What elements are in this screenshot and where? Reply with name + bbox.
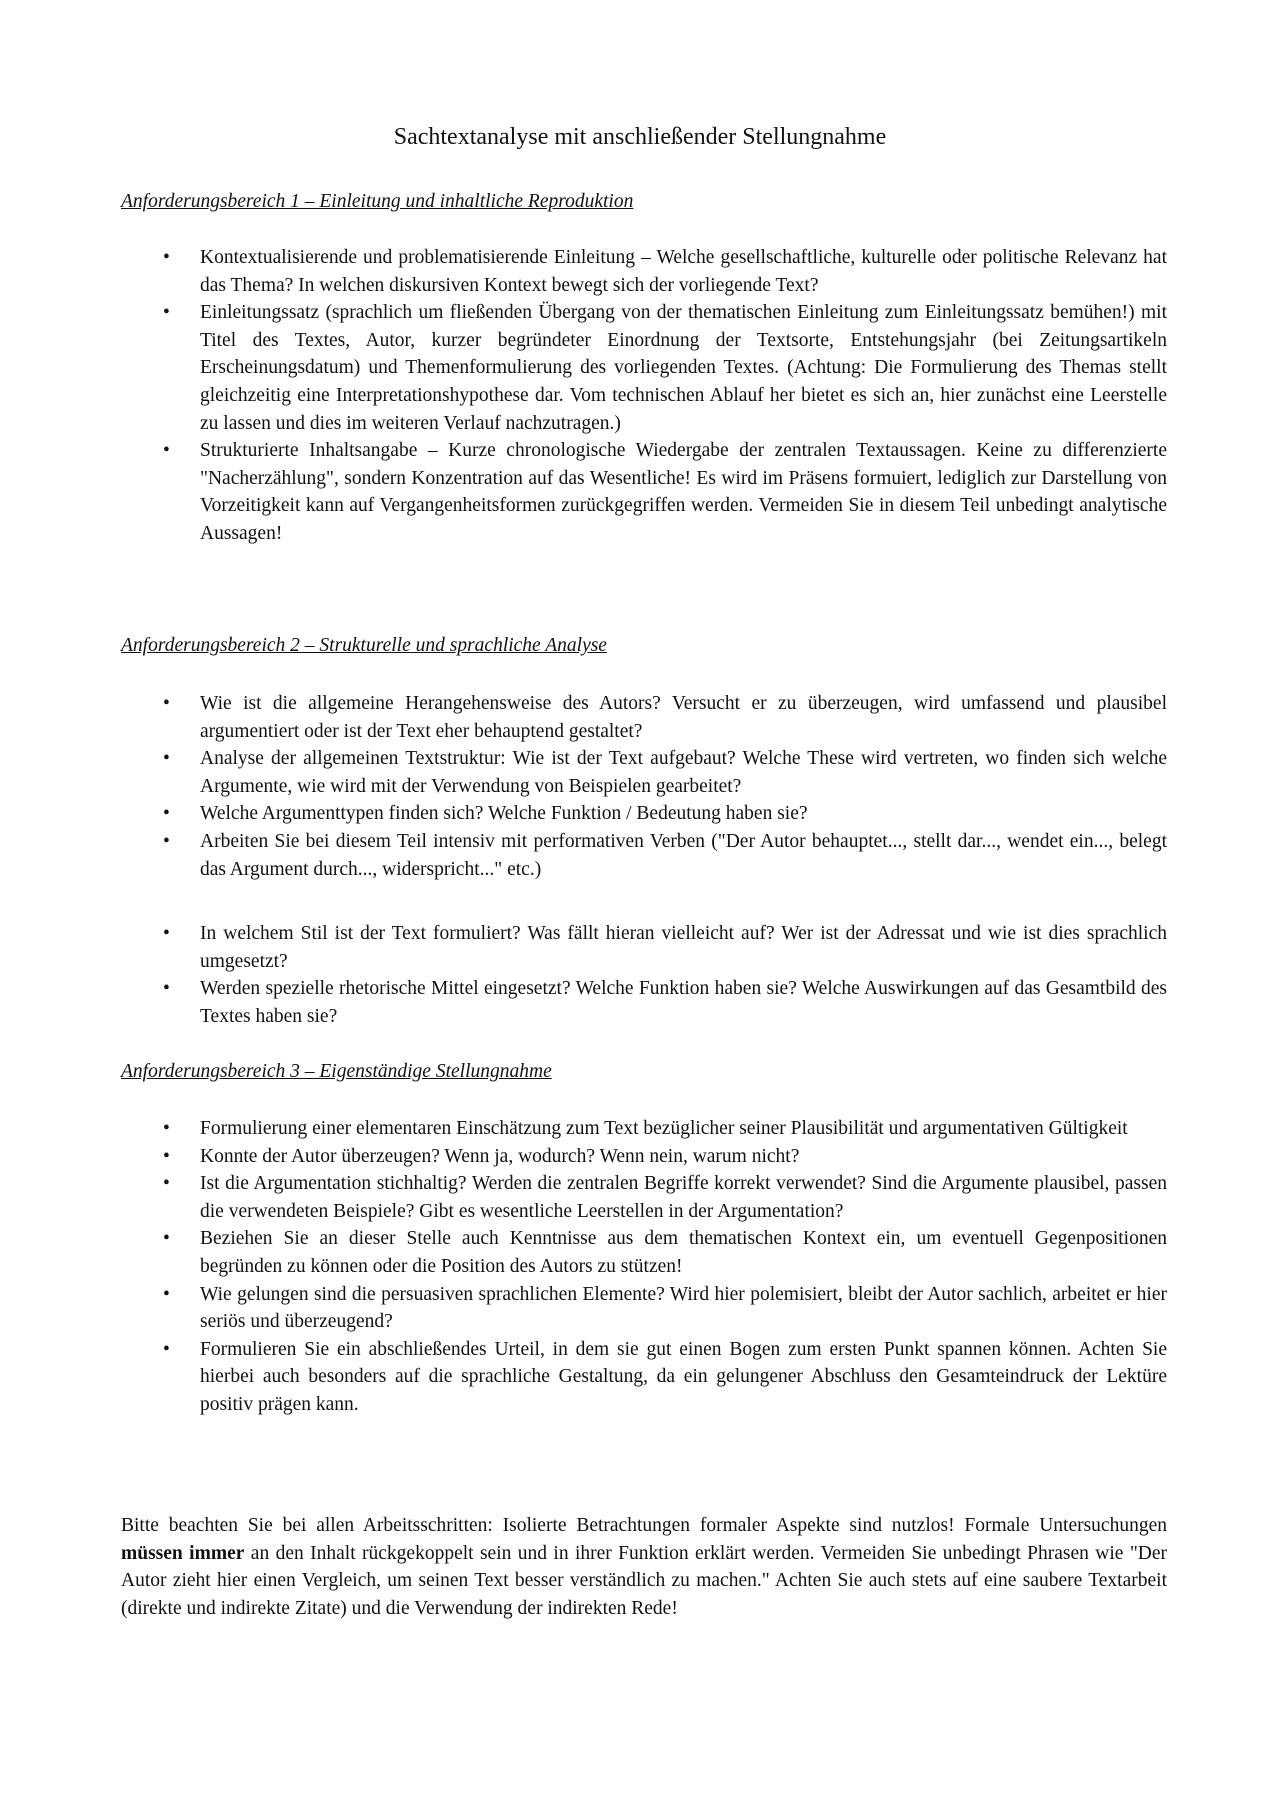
- section-1-list: [121, 244, 1167, 548]
- list-item: • In welchem Stil ist der Text formuliert? Was fällt hieran vielleicht auf? Wer ist der Adressat und wie ist dies sprachlich umgesetzt?: [121, 920, 1167, 975]
- list-item: • Wie gelungen sind die persuasiven sprachlichen Elemente? Wird hier polemisiert, bleibt der Autor sachlich, arbeitet er hier seriös und überzeugend?: [121, 1281, 1167, 1336]
- list-item: • Wie ist die allgemeine Herangehensweise des Autors? Versucht er zu überzeugen, wird umfassend und plausibel argumentiert oder ist der Text eher behauptend gestaltet?: [121, 690, 1167, 745]
- list-item: • Formulieren Sie ein abschließendes Urteil, in dem sie gut einen Bogen zum ersten Punkt spannen können. Achten Sie hierbei auch besonders auf die sprachliche Gestaltung, da ein gelungener Abschluss den Gesamteindruck der Lektüre positiv prägen kann.: [121, 1336, 1167, 1419]
- closing-paragraph: [121, 1512, 1167, 1622]
- section-2-list: [121, 690, 1167, 883]
- list-item: • Ist die Argumentation stichhaltig? Werden die zentralen Begriffe korrekt verwendet? Sind die Argumente plausibel, passen die verwendeten Beispiele? Gibt es wesentliche Leerstellen in der Argumentation?: [121, 1170, 1167, 1225]
- section-2-list-b: [121, 920, 1167, 1030]
- document-title: Sachtextanalyse mit anschließender Stellungnahme: [393, 124, 887, 150]
- closing-emphasis: müssen immer: [121, 1542, 245, 1564]
- closing-text-2: an den Inhalt rückgekoppelt sein und in ihrer Funktion erklärt werden. Vermeiden Sie unbedingt Phrasen wie "Der Autor zieht hier einen Vergleich, um seinen Text besser verständlich zu machen." Achten Sie auch stets auf eine saubere Textarbeit (direkte und indirekte Zitate) und die Verwendung der indirekten Rede!: [121, 1542, 1168, 1619]
- list-item: • Einleitungssatz (sprachlich um fließenden Übergang von der thematischen Einleitung zum Einleitungssatz bemühen!) mit Titel des Textes, Autor, kurzer begründeter Einordnung der Textsorte, Entstehungsjahr (bei Zeitungsartikeln Erscheinungsdatum) und Themenformulierung des vorliegenden Textes. (Achtung: Die Formulierung des Themas stellt gleichzeitig eine Interpretationshypothese dar. Vom technischen Ablauf her bietet es sich an, hier zunächst eine Leerstelle zu lassen und dies im weiteren Verlauf nachzutragen.): [121, 299, 1167, 437]
- list-item: • Arbeiten Sie bei diesem Teil intensiv mit performativen Verben ("Der Autor behauptet..., stellt dar..., wendet ein..., belegt das Argument durch..., widerspricht..." etc.): [121, 828, 1167, 883]
- list-item: • Werden spezielle rhetorische Mittel eingesetzt? Welche Funktion haben sie? Welche Auswirkungen auf das Gesamtbild des Textes haben sie?: [121, 975, 1167, 1030]
- list-item: • Beziehen Sie an dieser Stelle auch Kenntnisse aus dem thematischen Kontext ein, um eventuell Gegenpositionen begründen zu können oder die Position des Autors zu stützen!: [121, 1225, 1167, 1280]
- section-1-heading: Anforderungsbereich 1 – Einleitung und inhaltliche Reproduktion: [121, 191, 634, 212]
- list-item: • Konnte der Autor überzeugen? Wenn ja, wodurch? Wenn nein, warum nicht?: [121, 1143, 1167, 1171]
- list-item: • Kontextualisierende und problematisierende Einleitung – Welche gesellschaftliche, kulturelle oder politische Relevanz hat das Thema? In welchen diskursiven Kontext bewegt sich der vorliegende Text?: [121, 244, 1167, 299]
- section-3-heading: Anforderungsbereich 3 – Eigenständige Stellungnahme: [121, 1061, 552, 1082]
- section-3-list: [121, 1115, 1167, 1419]
- list-item: • Analyse der allgemeinen Textstruktur: Wie ist der Text aufgebaut? Welche These wird vertreten, wo finden sich welche Argumente, wie wird mit der Verwendung von Beispielen gearbeitet?: [121, 745, 1167, 800]
- list-item: • Strukturierte Inhaltsangabe – Kurze chronologische Wiedergabe der zentralen Textaussagen. Keine zu differenzierte "Nacherzählung", sondern Konzentration auf das Wesentliche! Es wird im Präsens formuiert, lediglich zur Darstellung von Vorzeitigkeit kann auf Vergangenheitsformen zurückgegriffen werden. Vermeiden Sie in diesem Teil unbedingt analytische Aussagen!: [121, 437, 1167, 547]
- list-item: • Formulierung einer elementaren Einschätzung zum Text bezüglicher seiner Plausibilität und argumentativen Gültigkeit: [121, 1115, 1167, 1143]
- section-2-heading: Anforderungsbereich 2 – Strukturelle und sprachliche Analyse: [121, 635, 607, 656]
- list-item: • Welche Argumenttypen finden sich? Welche Funktion / Bedeutung haben sie?: [121, 800, 1167, 828]
- closing-text-1: Bitte beachten Sie bei allen Arbeitsschritten: Isolierte Betrachtungen formaler Aspekte sind nutzlos! Formale Untersuchungen: [121, 1515, 1167, 1536]
